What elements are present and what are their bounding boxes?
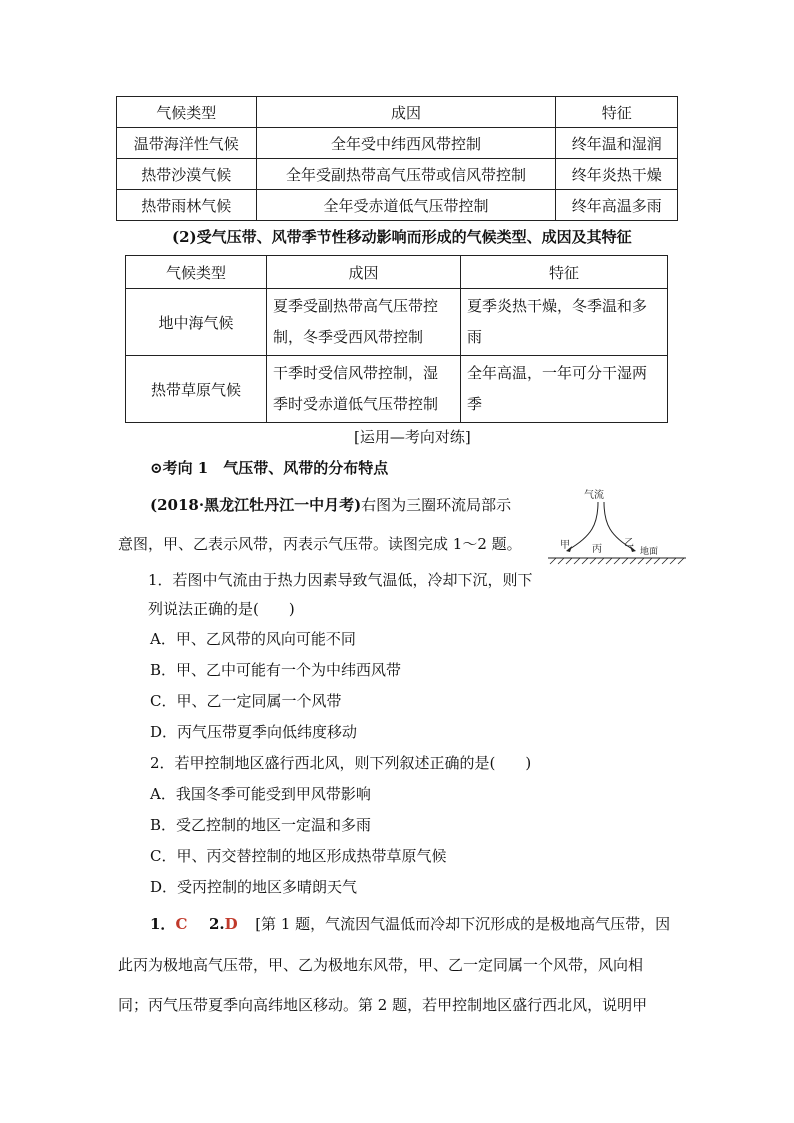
table-header: 特征 [556, 97, 678, 128]
table-header: 成因 [256, 97, 556, 128]
cell-line: 干季时受信风带控制，湿 [273, 364, 439, 382]
cell-line: 夏季炎热干燥，冬季温和多 [467, 297, 648, 315]
table-cell: 终年炎热干燥 [556, 159, 678, 190]
table-cell [461, 289, 668, 356]
question-2-option-a[interactable]: A．我国冬季可能受到甲风带影响 [150, 785, 371, 803]
question-1-option-c[interactable]: C．甲、乙一定同属一个风带 [150, 692, 342, 710]
question-source: (2018·黑龙江牡丹江一中月考) [150, 496, 362, 514]
table-header-row [117, 97, 678, 128]
airflow-label: 气流 [584, 490, 604, 501]
kaoxiang-heading: ⊙考向 1 气压带、风带的分布特点 [150, 459, 389, 477]
cell-line: 雨 [467, 328, 483, 346]
airflow-left-arrow [568, 502, 598, 550]
table-cell: 终年高温多雨 [556, 190, 678, 221]
answer-2-value: D [224, 915, 238, 933]
question-1-option-a[interactable]: A．甲、乙风带的风向可能不同 [150, 630, 356, 648]
answer-explanation-1: [第 1 题，气流因气温低而冷却下沉形成的是极地高气压带，因 [255, 915, 671, 933]
table-header: 成因 [267, 256, 461, 289]
cell-line: 制，冬季受西风带控制 [273, 328, 424, 346]
table-cell: 全年受中纬西风带控制 [256, 128, 556, 159]
table-cell: 热带草原气候 [126, 356, 267, 423]
table-header: 气候类型 [126, 256, 267, 289]
cell-line: 全年高温，一年可分干湿两 [467, 364, 648, 382]
cell-line: 季 [467, 395, 483, 413]
table-row [117, 159, 678, 190]
table-row [126, 356, 668, 423]
intro-line-1 [150, 494, 511, 515]
intro-text: 右图为三圈环流局部示 [361, 496, 512, 514]
answer-line-2: 此丙为极地高气压带，甲、乙为极地东风带，甲、乙一定同属一个风带，风向相 [118, 956, 644, 974]
answer-line-3: 同；丙气压带夏季向高纬地区移动。第 2 题，若甲控制地区盛行西北风，说明甲 [118, 996, 648, 1014]
question-2-option-d[interactable]: D．受丙控制的地区多晴朗天气 [150, 878, 358, 896]
label-bing: 丙 [592, 544, 602, 555]
label-yi: 乙 [624, 538, 634, 549]
table-header-row [126, 256, 668, 289]
table-cell [267, 289, 461, 356]
climate-table-2 [125, 255, 668, 423]
cell-line: 夏季受副热带高气压带控 [273, 297, 439, 315]
question-1-option-d[interactable]: D．丙气压带夏季向低纬度移动 [150, 723, 358, 741]
table-row [126, 289, 668, 356]
question-1-stem-2: 列说法正确的是( ) [148, 600, 295, 618]
intro-line-2: 意图，甲、乙表示风带，丙表示气压带。读图完成 1～2 题。 [118, 535, 522, 553]
circulation-diagram [540, 484, 690, 574]
table-cell: 温带海洋性气候 [117, 128, 257, 159]
label-ground: 地面 [640, 547, 659, 557]
table-cell: 地中海气候 [126, 289, 267, 356]
question-2-stem: 2．若甲控制地区盛行西北风，则下列叙述正确的是( ) [150, 754, 532, 772]
label-jia: 甲 [560, 540, 570, 551]
table-cell [267, 356, 461, 423]
answer-2-number: 2. [208, 915, 225, 933]
table-row [117, 190, 678, 221]
answer-line-1 [150, 913, 670, 934]
cell-line: 季时受赤道低气压带控制 [273, 395, 439, 413]
table-row [117, 128, 678, 159]
table-cell: 全年受赤道低气压带控制 [256, 190, 556, 221]
table-cell: 终年温和湿润 [556, 128, 678, 159]
section-title: [运用—考向对练] [354, 428, 471, 446]
climate-table-1 [116, 96, 678, 221]
question-1-stem-1: 1．若图中气流由于热力因素导致气温低，冷却下沉，则下 [148, 571, 533, 589]
question-1-option-b[interactable]: B．甲、乙中可能有一个为中纬西风带 [150, 661, 402, 679]
table-2-caption: (2)受气压带、风带季节性移动影响而形成的气候类型、成因及其特征 [172, 228, 632, 246]
table-cell: 热带雨林气候 [117, 190, 257, 221]
ground-hatching [550, 558, 684, 564]
answer-1-number: 1． [150, 915, 176, 933]
question-2-option-c[interactable]: C．甲、丙交替控制的地区形成热带草原气候 [150, 847, 447, 865]
table-header: 特征 [461, 256, 668, 289]
table-cell: 全年受副热带高气压带或信风带控制 [256, 159, 556, 190]
table-header: 气候类型 [117, 97, 257, 128]
answer-1-value: C [175, 915, 188, 933]
table-cell [461, 356, 668, 423]
question-2-option-b[interactable]: B．受乙控制的地区一定温和多雨 [150, 816, 372, 834]
table-cell: 热带沙漠气候 [117, 159, 257, 190]
